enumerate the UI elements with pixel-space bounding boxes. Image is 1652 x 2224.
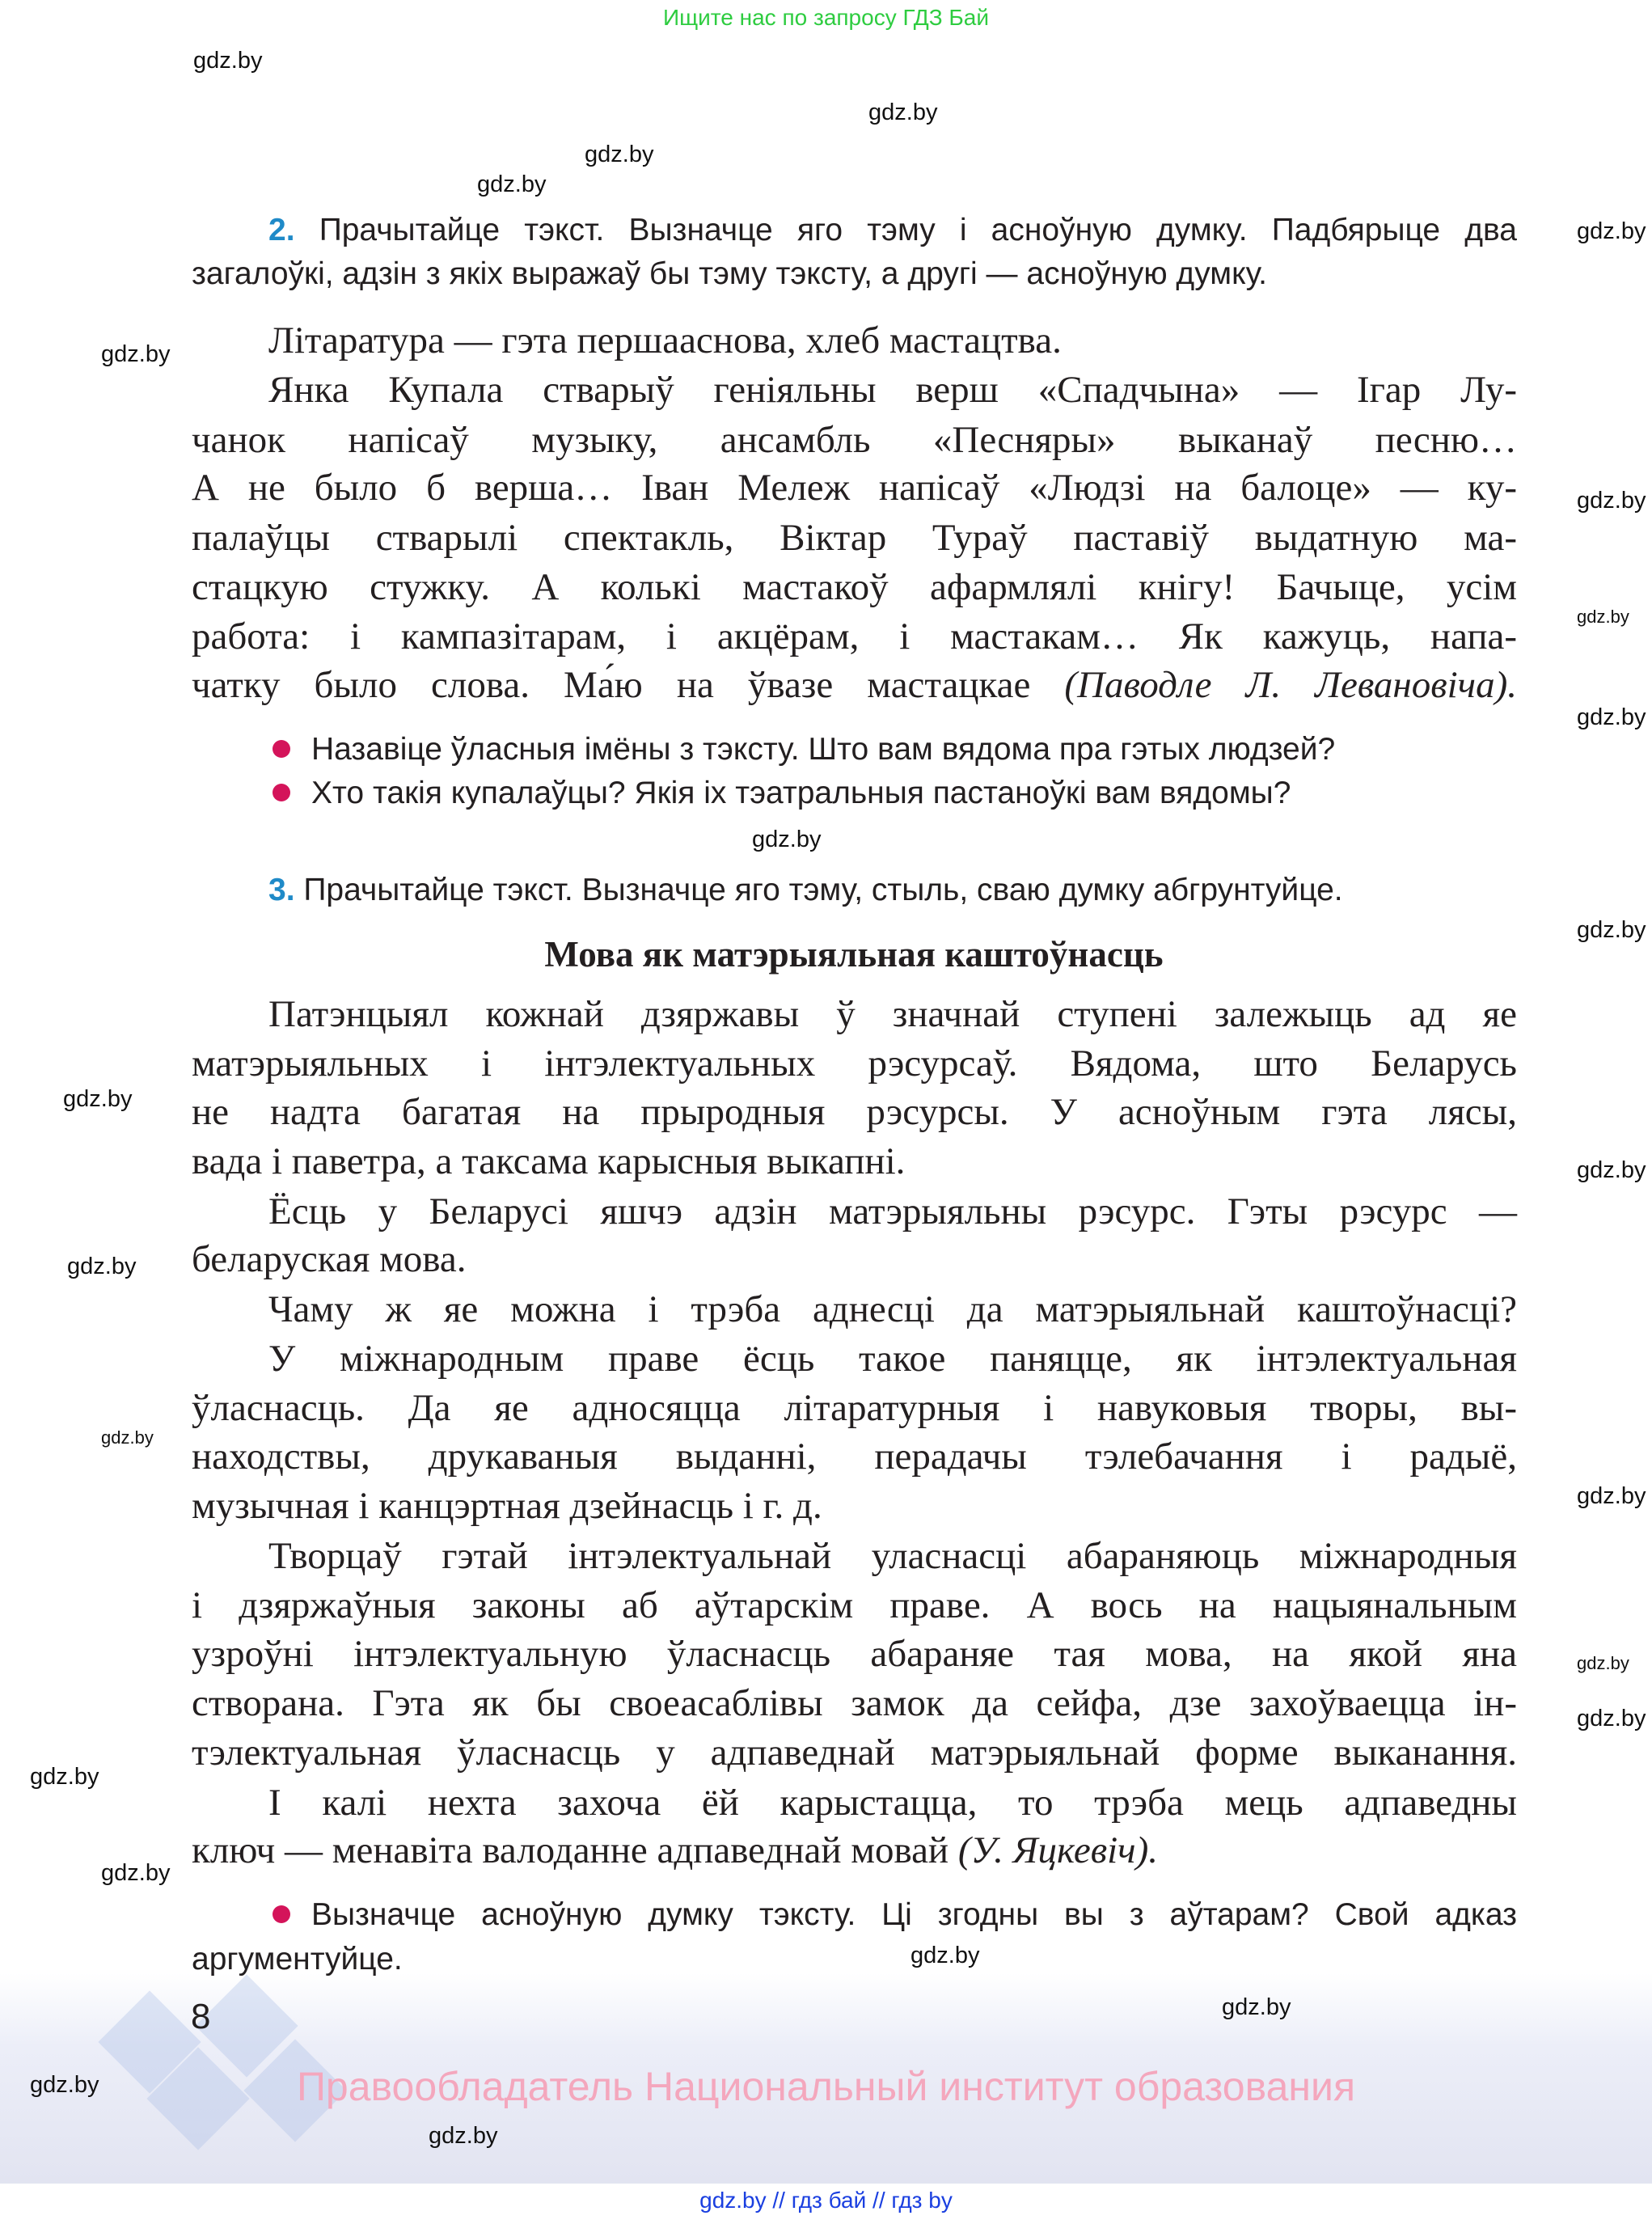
page-number: 8 — [191, 1997, 211, 2036]
text-line: У міжнародным праве ёсць такое паняцце, як інтэлектуальная — [268, 1338, 1517, 1380]
text-line: Чаму ж яе можна і трэба аднесці да матэрыяльнай каштоўнасці? — [268, 1288, 1517, 1330]
watermark: gdz.by — [193, 48, 263, 74]
bullet-icon — [273, 784, 290, 801]
watermark: gdz.by — [1222, 1994, 1291, 2020]
text-line: Патэнцыял кожнай дзяржавы ў значнай ступені залежыць ад яе — [268, 993, 1517, 1035]
watermark: gdz.by — [1577, 704, 1646, 730]
text-line — [192, 661, 1517, 710]
text-line: І калі нехта захоча ёй карыстацца, то трэба мець адпаведны — [268, 1782, 1517, 1824]
text-line: узроўні інтэлектуальную ўласнасць абараняе тая мова, на якой яна — [192, 1633, 1517, 1675]
task2-instruction — [192, 205, 1517, 255]
source-attribution: (У. Яцкевіч). — [957, 1829, 1158, 1871]
text-line: чанок напісаў музыку, ансамбль «Песняры» выканаў песню… — [192, 419, 1517, 461]
copyright-owner: Правообладатель Национальный институт образования — [296, 2064, 1356, 2109]
text-line: тэлектуальная ўласнасць у адпаведнай матэрыяльнай форме выканання. — [192, 1731, 1517, 1774]
text-line: палаўцы стварылі спектакль, Віктар Тураў паставіў выдатную ма- — [192, 517, 1517, 559]
watermark: gdz.by — [67, 1254, 137, 1279]
text-line — [192, 1826, 1158, 1875]
task2-instruction-cont: загалоўкі, адзін з якіх выражаў бы тэму тэксту, а другі — асноўную думку. — [192, 256, 1267, 291]
text-line: стацкую стужку. А колькі мастакоў афармлялі кнігу! Бачыце, усім — [192, 566, 1517, 608]
watermark: gdz.by — [1577, 917, 1646, 943]
question: Хто такія купалаўцы? Якія іх тэатральныя пастаноўкі вам вядомы? — [311, 776, 1291, 810]
footer-links[interactable]: gdz.by // гдз бай // гдз by — [699, 2188, 953, 2213]
bullet-icon — [273, 740, 290, 758]
watermark: gdz.by — [101, 1860, 171, 1886]
text-line: работа: і кампазітарам, і акцёрам, і мастакам… Як кажуць, напа- — [192, 615, 1517, 657]
text-line: Янка Купала стварыў геніяльны верш «Спадчына» — Ігар Лу- — [268, 369, 1517, 411]
task3-instruction — [192, 865, 1343, 915]
text-title: Мова як матэрыяльная каштоўнасць — [544, 934, 1164, 975]
text-line: Літаратура — гэта першааснова, хлеб мастацтва. — [268, 319, 1062, 362]
watermark: gdz.by — [30, 1764, 99, 1790]
text-line: А не было б верша… Іван Мележ напісаў «Людзі на балоце» — ку- — [192, 467, 1517, 509]
text-line: створана. Гэта як бы своеасаблівы замок да сейфа, дзе захоўваецца ін- — [192, 1682, 1517, 1724]
watermark: gdz.by — [1577, 1157, 1646, 1183]
text-line-part: чатку было слова. Ма́ю на ўвазе мастацкае — [192, 664, 1065, 706]
watermark: gdz.by — [101, 1427, 154, 1448]
watermark: gdz.by — [30, 2072, 99, 2098]
watermark: gdz.by — [63, 1086, 133, 1112]
task-number: 2. — [268, 213, 295, 247]
text-line: вада і паветра, а таксама карысныя выкапні. — [192, 1140, 906, 1182]
watermark: gdz.by — [1577, 607, 1629, 627]
watermark: gdz.by — [477, 171, 547, 197]
text-line: Творцаў гэтай інтэлектуальнай уласнасці абараняюць міжнародныя — [268, 1535, 1517, 1577]
text-line-part: ключ — менавіта валоданне адпаведнай мовай — [192, 1829, 958, 1871]
watermark: gdz.by — [1577, 1483, 1646, 1509]
question: Вызначце асноўную думку тэксту. Ці згодны вы з аўтарам? Свой адказ — [311, 1897, 1517, 1932]
instruction-text: Прачытайце тэкст. Вызначце яго тэму і асноўную думку. Падбярыце два — [319, 213, 1517, 247]
text-line: беларуская мова. — [192, 1238, 467, 1280]
text-line: музычная і канцэртная дзейнасць і г. д. — [192, 1485, 822, 1527]
watermark: gdz.by — [911, 1943, 980, 1968]
search-hint[interactable]: Ищите нас по запросу ГДЗ Бай — [662, 5, 990, 30]
source-attribution: (Паводле Л. Левановіча). — [1064, 664, 1517, 706]
text-line: Ёсць у Беларусі яшчэ адзін матэрыяльны рэсурс. Гэты рэсурс — — [268, 1190, 1517, 1233]
text-line: находствы, друкаваныя выданні, перадачы тэлебачання і радыё, — [192, 1435, 1517, 1478]
text-line: не надта багатая на прыродныя рэсурсы. У асноўным гэта лясы, — [192, 1091, 1517, 1133]
watermark: gdz.by — [101, 341, 171, 367]
text-line: і дзяржаўныя законы аб аўтарскім праве. А вось на нацыянальным — [192, 1584, 1517, 1626]
bullet-icon — [273, 1905, 290, 1923]
instruction-text: Прачытайце тэкст. Вызначце яго тэму, стыль, сваю думку абгрунтуйце. — [303, 873, 1343, 907]
watermark: gdz.by — [429, 2123, 498, 2149]
watermark: gdz.by — [868, 99, 938, 125]
watermark: gdz.by — [1577, 1706, 1646, 1731]
watermark: gdz.by — [1577, 218, 1646, 244]
text-line: матэрыяльных і інтэлектуальных рэсурсаў. Вядома, што Беларусь — [192, 1042, 1517, 1085]
watermark: gdz.by — [1577, 488, 1646, 514]
question-cont: аргументуйце. — [192, 1942, 403, 1977]
text-line: ўласнасць. Да яе адносяцца літаратурныя і навуковыя творы, вы- — [192, 1387, 1517, 1429]
task-number: 3. — [268, 873, 295, 907]
watermark: gdz.by — [752, 827, 822, 852]
watermark: gdz.by — [1577, 1653, 1629, 1673]
watermark: gdz.by — [585, 142, 654, 167]
question: Назавіце ўласныя імёны з тэксту. Што вам вядома пра гэтых людзей? — [311, 732, 1336, 767]
